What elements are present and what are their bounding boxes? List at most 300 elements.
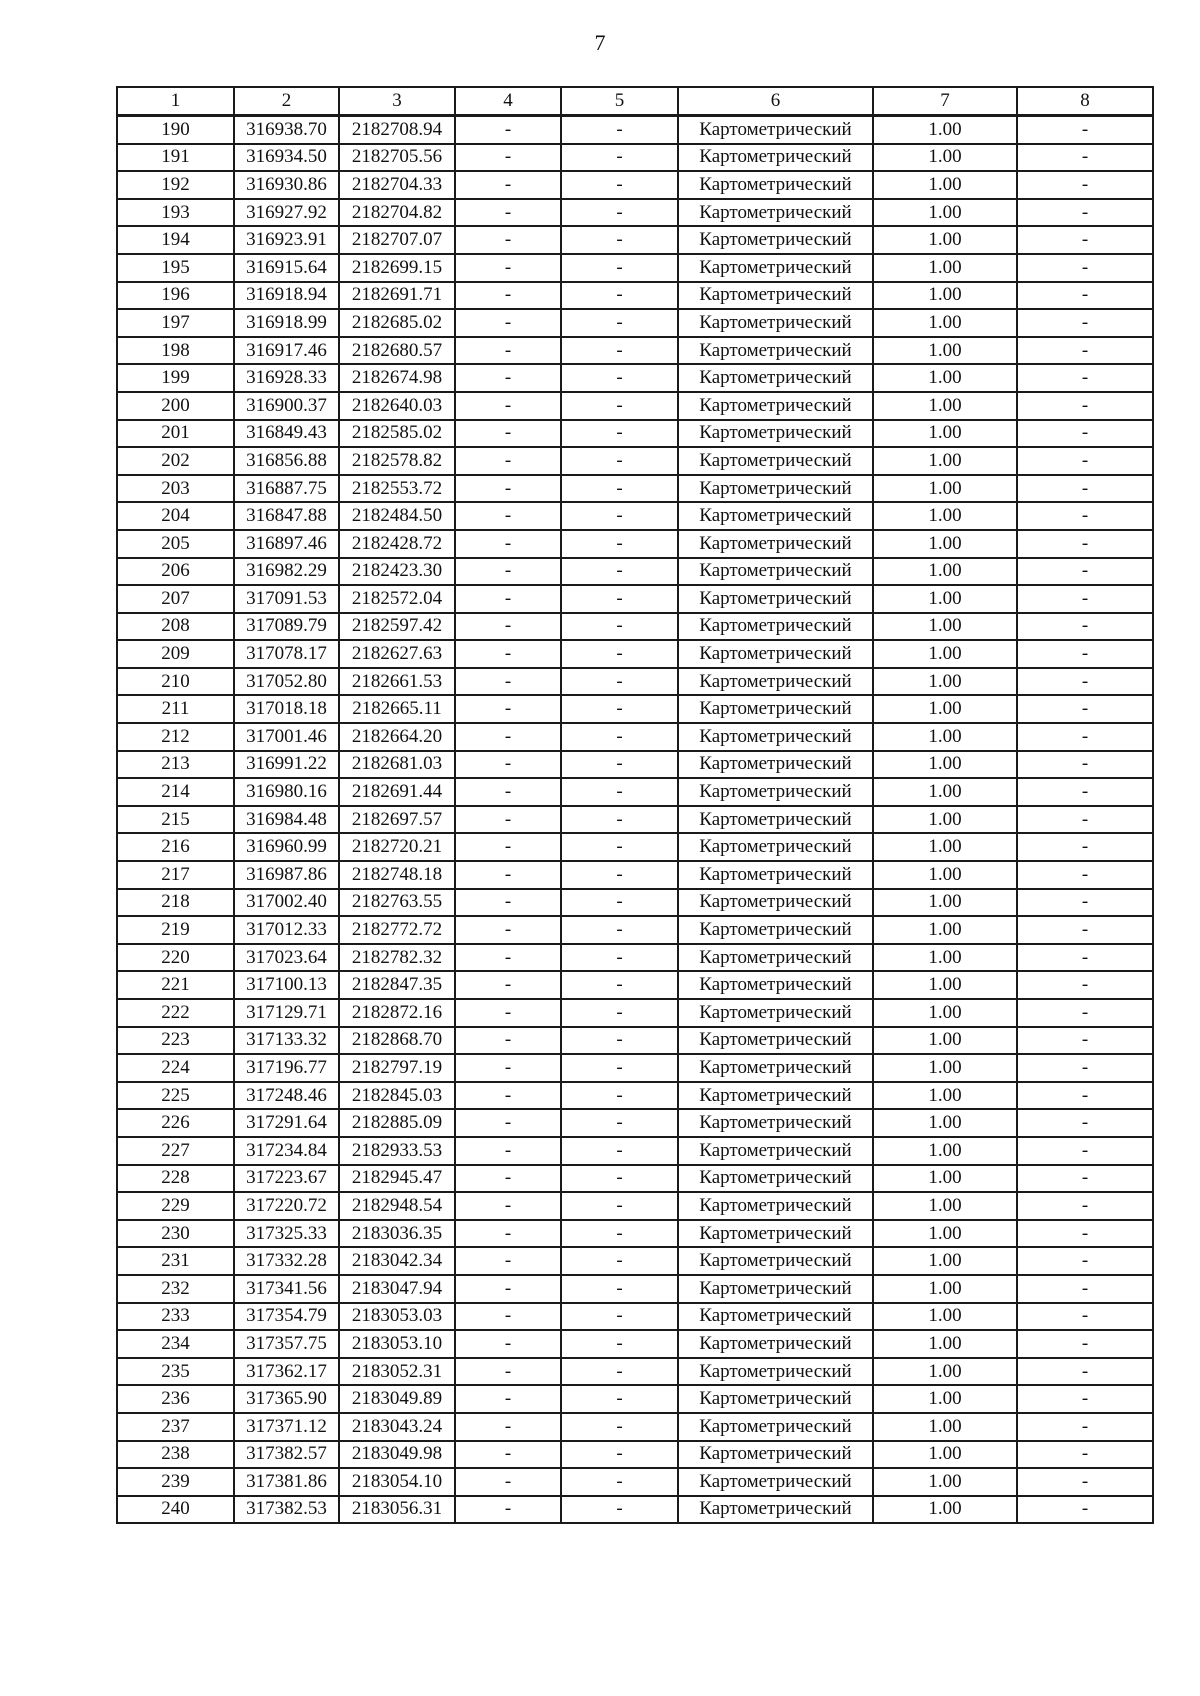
accuracy-cell: 1.00 xyxy=(873,144,1017,172)
coordinates-table xyxy=(116,86,1154,1524)
col-4-value-cell: - xyxy=(455,1027,561,1055)
coord-x-cell: 317382.53 xyxy=(234,1496,339,1524)
col-5-value-cell: - xyxy=(561,254,678,282)
col-8-value-cell: - xyxy=(1017,1468,1153,1496)
accuracy-cell: 1.00 xyxy=(873,833,1017,861)
point-number-cell: 215 xyxy=(117,806,234,834)
point-number-cell: 228 xyxy=(117,1165,234,1193)
method-cell: Картометрический xyxy=(678,502,873,530)
point-number-cell: 193 xyxy=(117,199,234,227)
coord-y-cell: 2183036.35 xyxy=(339,1220,455,1248)
coord-x-cell: 317100.13 xyxy=(234,971,339,999)
coord-y-cell: 2182705.56 xyxy=(339,144,455,172)
method-cell: Картометрический xyxy=(678,337,873,365)
accuracy-cell: 1.00 xyxy=(873,1027,1017,1055)
method-cell: Картометрический xyxy=(678,613,873,641)
col-5-value-cell: - xyxy=(561,1496,678,1524)
point-number-cell: 234 xyxy=(117,1330,234,1358)
coord-y-cell: 2182872.16 xyxy=(339,999,455,1027)
point-number-cell: 202 xyxy=(117,447,234,475)
col-5-value-cell: - xyxy=(561,1441,678,1469)
col-4-value-cell: - xyxy=(455,282,561,310)
table-body xyxy=(117,116,1153,1524)
col-4-value-cell: - xyxy=(455,1275,561,1303)
accuracy-cell: 1.00 xyxy=(873,502,1017,530)
col-8-value-cell: - xyxy=(1017,1247,1153,1275)
coord-x-cell: 316934.50 xyxy=(234,144,339,172)
point-number-cell: 227 xyxy=(117,1137,234,1165)
col-8-value-cell: - xyxy=(1017,558,1153,586)
table-row xyxy=(117,116,1153,144)
method-cell: Картометрический xyxy=(678,778,873,806)
coord-y-cell: 2183056.31 xyxy=(339,1496,455,1524)
coord-y-cell: 2183049.98 xyxy=(339,1441,455,1469)
col-4-value-cell: - xyxy=(455,695,561,723)
method-cell: Картометрический xyxy=(678,723,873,751)
accuracy-cell: 1.00 xyxy=(873,1220,1017,1248)
coord-y-cell: 2182885.09 xyxy=(339,1109,455,1137)
col-5-value-cell: - xyxy=(561,1220,678,1248)
col-8-value-cell: - xyxy=(1017,1109,1153,1137)
col-8-value-cell: - xyxy=(1017,309,1153,337)
accuracy-cell: 1.00 xyxy=(873,1330,1017,1358)
table-row xyxy=(117,392,1153,420)
table-row xyxy=(117,1165,1153,1193)
table-row xyxy=(117,916,1153,944)
accuracy-cell: 1.00 xyxy=(873,254,1017,282)
point-number-cell: 235 xyxy=(117,1358,234,1386)
accuracy-cell: 1.00 xyxy=(873,916,1017,944)
point-number-cell: 233 xyxy=(117,1303,234,1331)
accuracy-cell: 1.00 xyxy=(873,337,1017,365)
coord-x-cell: 317248.46 xyxy=(234,1082,339,1110)
table-row xyxy=(117,309,1153,337)
col-4-value-cell: - xyxy=(455,1441,561,1469)
table-row xyxy=(117,475,1153,503)
coord-y-cell: 2182708.94 xyxy=(339,116,455,144)
col-4-value-cell: - xyxy=(455,999,561,1027)
accuracy-cell: 1.00 xyxy=(873,1275,1017,1303)
method-cell: Картометрический xyxy=(678,833,873,861)
accuracy-cell: 1.00 xyxy=(873,944,1017,972)
point-number-cell: 229 xyxy=(117,1192,234,1220)
method-cell: Картометрический xyxy=(678,668,873,696)
col-5-value-cell: - xyxy=(561,1413,678,1441)
table-row xyxy=(117,447,1153,475)
table-row xyxy=(117,999,1153,1027)
point-number-cell: 238 xyxy=(117,1441,234,1469)
col-5-value-cell: - xyxy=(561,420,678,448)
col-8-value-cell: - xyxy=(1017,723,1153,751)
coord-x-cell: 317001.46 xyxy=(234,723,339,751)
col-8-value-cell: - xyxy=(1017,1082,1153,1110)
coord-x-cell: 316982.29 xyxy=(234,558,339,586)
column-header-7: 7 xyxy=(873,87,1017,116)
coord-x-cell: 317325.33 xyxy=(234,1220,339,1248)
col-8-value-cell: - xyxy=(1017,1303,1153,1331)
accuracy-cell: 1.00 xyxy=(873,420,1017,448)
col-5-value-cell: - xyxy=(561,833,678,861)
coord-x-cell: 316928.33 xyxy=(234,364,339,392)
coord-y-cell: 2182697.57 xyxy=(339,806,455,834)
coord-x-cell: 316900.37 xyxy=(234,392,339,420)
method-cell: Картометрический xyxy=(678,475,873,503)
column-header-6: 6 xyxy=(678,87,873,116)
method-cell: Картометрический xyxy=(678,1413,873,1441)
table-row xyxy=(117,420,1153,448)
col-8-value-cell: - xyxy=(1017,337,1153,365)
col-4-value-cell: - xyxy=(455,1082,561,1110)
coord-x-cell: 317052.80 xyxy=(234,668,339,696)
coord-y-cell: 2182661.53 xyxy=(339,668,455,696)
col-4-value-cell: - xyxy=(455,585,561,613)
col-8-value-cell: - xyxy=(1017,1220,1153,1248)
col-8-value-cell: - xyxy=(1017,1413,1153,1441)
col-5-value-cell: - xyxy=(561,1385,678,1413)
coord-y-cell: 2182763.55 xyxy=(339,889,455,917)
col-4-value-cell: - xyxy=(455,502,561,530)
method-cell: Картометрический xyxy=(678,861,873,889)
col-8-value-cell: - xyxy=(1017,447,1153,475)
col-8-value-cell: - xyxy=(1017,999,1153,1027)
col-4-value-cell: - xyxy=(455,420,561,448)
coord-y-cell: 2182847.35 xyxy=(339,971,455,999)
col-4-value-cell: - xyxy=(455,1165,561,1193)
col-8-value-cell: - xyxy=(1017,1192,1153,1220)
coord-x-cell: 317129.71 xyxy=(234,999,339,1027)
col-4-value-cell: - xyxy=(455,1385,561,1413)
coord-x-cell: 317012.33 xyxy=(234,916,339,944)
method-cell: Картометрический xyxy=(678,116,873,144)
col-5-value-cell: - xyxy=(561,1358,678,1386)
table-row xyxy=(117,1027,1153,1055)
point-number-cell: 212 xyxy=(117,723,234,751)
col-5-value-cell: - xyxy=(561,447,678,475)
coord-x-cell: 317002.40 xyxy=(234,889,339,917)
point-number-cell: 194 xyxy=(117,226,234,254)
col-5-value-cell: - xyxy=(561,640,678,668)
col-4-value-cell: - xyxy=(455,530,561,558)
coord-y-cell: 2182797.19 xyxy=(339,1054,455,1082)
method-cell: Картометрический xyxy=(678,1137,873,1165)
col-8-value-cell: - xyxy=(1017,861,1153,889)
col-5-value-cell: - xyxy=(561,1247,678,1275)
point-number-cell: 232 xyxy=(117,1275,234,1303)
col-5-value-cell: - xyxy=(561,226,678,254)
col-5-value-cell: - xyxy=(561,613,678,641)
coord-x-cell: 316915.64 xyxy=(234,254,339,282)
method-cell: Картометрический xyxy=(678,364,873,392)
point-number-cell: 209 xyxy=(117,640,234,668)
col-8-value-cell: - xyxy=(1017,1330,1153,1358)
table-row xyxy=(117,1358,1153,1386)
table-row xyxy=(117,1054,1153,1082)
coord-y-cell: 2183047.94 xyxy=(339,1275,455,1303)
point-number-cell: 201 xyxy=(117,420,234,448)
accuracy-cell: 1.00 xyxy=(873,447,1017,475)
method-cell: Картометрический xyxy=(678,1441,873,1469)
col-4-value-cell: - xyxy=(455,778,561,806)
accuracy-cell: 1.00 xyxy=(873,226,1017,254)
point-number-cell: 220 xyxy=(117,944,234,972)
accuracy-cell: 1.00 xyxy=(873,309,1017,337)
point-number-cell: 191 xyxy=(117,144,234,172)
method-cell: Картометрический xyxy=(678,1192,873,1220)
col-5-value-cell: - xyxy=(561,530,678,558)
table-row xyxy=(117,1496,1153,1524)
point-number-cell: 205 xyxy=(117,530,234,558)
point-number-cell: 218 xyxy=(117,889,234,917)
method-cell: Картометрический xyxy=(678,1247,873,1275)
coord-x-cell: 316980.16 xyxy=(234,778,339,806)
coord-x-cell: 316927.92 xyxy=(234,199,339,227)
coord-y-cell: 2182627.63 xyxy=(339,640,455,668)
col-4-value-cell: - xyxy=(455,558,561,586)
method-cell: Картометрический xyxy=(678,944,873,972)
table-row xyxy=(117,502,1153,530)
col-8-value-cell: - xyxy=(1017,282,1153,310)
point-number-cell: 224 xyxy=(117,1054,234,1082)
col-8-value-cell: - xyxy=(1017,1054,1153,1082)
col-4-value-cell: - xyxy=(455,392,561,420)
table-row xyxy=(117,944,1153,972)
accuracy-cell: 1.00 xyxy=(873,1137,1017,1165)
coord-x-cell: 316923.91 xyxy=(234,226,339,254)
coord-x-cell: 317223.67 xyxy=(234,1165,339,1193)
col-8-value-cell: - xyxy=(1017,613,1153,641)
coord-y-cell: 2182691.44 xyxy=(339,778,455,806)
method-cell: Картометрический xyxy=(678,309,873,337)
col-5-value-cell: - xyxy=(561,778,678,806)
table-row xyxy=(117,144,1153,172)
coord-y-cell: 2182640.03 xyxy=(339,392,455,420)
coord-y-cell: 2182845.03 xyxy=(339,1082,455,1110)
table-row xyxy=(117,640,1153,668)
col-4-value-cell: - xyxy=(455,1247,561,1275)
table-row xyxy=(117,226,1153,254)
method-cell: Картометрический xyxy=(678,1275,873,1303)
col-5-value-cell: - xyxy=(561,144,678,172)
method-cell: Картометрический xyxy=(678,1082,873,1110)
coord-x-cell: 316917.46 xyxy=(234,337,339,365)
col-4-value-cell: - xyxy=(455,1109,561,1137)
col-5-value-cell: - xyxy=(561,1165,678,1193)
col-5-value-cell: - xyxy=(561,1275,678,1303)
accuracy-cell: 1.00 xyxy=(873,999,1017,1027)
col-4-value-cell: - xyxy=(455,1468,561,1496)
accuracy-cell: 1.00 xyxy=(873,889,1017,917)
accuracy-cell: 1.00 xyxy=(873,1192,1017,1220)
method-cell: Картометрический xyxy=(678,971,873,999)
method-cell: Картометрический xyxy=(678,254,873,282)
col-8-value-cell: - xyxy=(1017,971,1153,999)
coord-x-cell: 317332.28 xyxy=(234,1247,339,1275)
point-number-cell: 207 xyxy=(117,585,234,613)
col-8-value-cell: - xyxy=(1017,1385,1153,1413)
method-cell: Картометрический xyxy=(678,585,873,613)
col-5-value-cell: - xyxy=(561,723,678,751)
col-8-value-cell: - xyxy=(1017,806,1153,834)
point-number-cell: 192 xyxy=(117,171,234,199)
col-8-value-cell: - xyxy=(1017,144,1153,172)
col-5-value-cell: - xyxy=(561,889,678,917)
col-4-value-cell: - xyxy=(455,916,561,944)
accuracy-cell: 1.00 xyxy=(873,530,1017,558)
col-4-value-cell: - xyxy=(455,806,561,834)
col-4-value-cell: - xyxy=(455,1413,561,1441)
coord-x-cell: 316897.46 xyxy=(234,530,339,558)
col-8-value-cell: - xyxy=(1017,502,1153,530)
accuracy-cell: 1.00 xyxy=(873,861,1017,889)
col-8-value-cell: - xyxy=(1017,116,1153,144)
coord-x-cell: 317362.17 xyxy=(234,1358,339,1386)
col-5-value-cell: - xyxy=(561,116,678,144)
point-number-cell: 203 xyxy=(117,475,234,503)
point-number-cell: 236 xyxy=(117,1385,234,1413)
table-row xyxy=(117,530,1153,558)
col-5-value-cell: - xyxy=(561,999,678,1027)
table-row xyxy=(117,558,1153,586)
accuracy-cell: 1.00 xyxy=(873,1468,1017,1496)
col-5-value-cell: - xyxy=(561,944,678,972)
table-row xyxy=(117,695,1153,723)
point-number-cell: 206 xyxy=(117,558,234,586)
column-header-5: 5 xyxy=(561,87,678,116)
column-header-8: 8 xyxy=(1017,87,1153,116)
coord-x-cell: 317220.72 xyxy=(234,1192,339,1220)
point-number-cell: 225 xyxy=(117,1082,234,1110)
method-cell: Картометрический xyxy=(678,1468,873,1496)
method-cell: Картометрический xyxy=(678,695,873,723)
col-5-value-cell: - xyxy=(561,861,678,889)
col-4-value-cell: - xyxy=(455,1192,561,1220)
col-5-value-cell: - xyxy=(561,171,678,199)
col-4-value-cell: - xyxy=(455,861,561,889)
col-5-value-cell: - xyxy=(561,1054,678,1082)
coord-y-cell: 2182664.20 xyxy=(339,723,455,751)
col-4-value-cell: - xyxy=(455,364,561,392)
col-5-value-cell: - xyxy=(561,1303,678,1331)
accuracy-cell: 1.00 xyxy=(873,171,1017,199)
point-number-cell: 216 xyxy=(117,833,234,861)
coord-x-cell: 317382.57 xyxy=(234,1441,339,1469)
col-5-value-cell: - xyxy=(561,1468,678,1496)
point-number-cell: 195 xyxy=(117,254,234,282)
col-4-value-cell: - xyxy=(455,1054,561,1082)
accuracy-cell: 1.00 xyxy=(873,558,1017,586)
table-row xyxy=(117,778,1153,806)
col-4-value-cell: - xyxy=(455,199,561,227)
col-8-value-cell: - xyxy=(1017,199,1153,227)
col-4-value-cell: - xyxy=(455,475,561,503)
point-number-cell: 221 xyxy=(117,971,234,999)
col-5-value-cell: - xyxy=(561,392,678,420)
coord-y-cell: 2182585.02 xyxy=(339,420,455,448)
coord-x-cell: 316918.94 xyxy=(234,282,339,310)
table-row xyxy=(117,1468,1153,1496)
col-5-value-cell: - xyxy=(561,695,678,723)
col-8-value-cell: - xyxy=(1017,1441,1153,1469)
coord-x-cell: 317371.12 xyxy=(234,1413,339,1441)
coord-y-cell: 2182553.72 xyxy=(339,475,455,503)
coord-y-cell: 2183053.03 xyxy=(339,1303,455,1331)
coord-x-cell: 316847.88 xyxy=(234,502,339,530)
accuracy-cell: 1.00 xyxy=(873,1441,1017,1469)
table-row xyxy=(117,282,1153,310)
method-cell: Картометрический xyxy=(678,392,873,420)
col-5-value-cell: - xyxy=(561,1192,678,1220)
col-4-value-cell: - xyxy=(455,144,561,172)
col-4-value-cell: - xyxy=(455,640,561,668)
point-number-cell: 213 xyxy=(117,751,234,779)
coord-y-cell: 2182782.32 xyxy=(339,944,455,972)
col-4-value-cell: - xyxy=(455,1137,561,1165)
col-4-value-cell: - xyxy=(455,833,561,861)
column-header-3: 3 xyxy=(339,87,455,116)
coord-x-cell: 317196.77 xyxy=(234,1054,339,1082)
col-8-value-cell: - xyxy=(1017,585,1153,613)
method-cell: Картометрический xyxy=(678,916,873,944)
accuracy-cell: 1.00 xyxy=(873,1413,1017,1441)
col-8-value-cell: - xyxy=(1017,420,1153,448)
col-8-value-cell: - xyxy=(1017,254,1153,282)
coord-x-cell: 316918.99 xyxy=(234,309,339,337)
method-cell: Картометрический xyxy=(678,751,873,779)
accuracy-cell: 1.00 xyxy=(873,1358,1017,1386)
point-number-cell: 210 xyxy=(117,668,234,696)
col-4-value-cell: - xyxy=(455,751,561,779)
table-row xyxy=(117,806,1153,834)
col-5-value-cell: - xyxy=(561,971,678,999)
col-8-value-cell: - xyxy=(1017,668,1153,696)
point-number-cell: 214 xyxy=(117,778,234,806)
method-cell: Картометрический xyxy=(678,640,873,668)
method-cell: Картометрический xyxy=(678,1165,873,1193)
col-4-value-cell: - xyxy=(455,971,561,999)
table-row xyxy=(117,971,1153,999)
method-cell: Картометрический xyxy=(678,999,873,1027)
col-4-value-cell: - xyxy=(455,447,561,475)
col-5-value-cell: - xyxy=(561,1082,678,1110)
accuracy-cell: 1.00 xyxy=(873,1496,1017,1524)
table-row xyxy=(117,889,1153,917)
col-4-value-cell: - xyxy=(455,1496,561,1524)
col-8-value-cell: - xyxy=(1017,778,1153,806)
column-header-4: 4 xyxy=(455,87,561,116)
col-8-value-cell: - xyxy=(1017,916,1153,944)
table-row xyxy=(117,337,1153,365)
accuracy-cell: 1.00 xyxy=(873,1385,1017,1413)
point-number-cell: 200 xyxy=(117,392,234,420)
coord-y-cell: 2182707.07 xyxy=(339,226,455,254)
accuracy-cell: 1.00 xyxy=(873,585,1017,613)
point-number-cell: 230 xyxy=(117,1220,234,1248)
coord-x-cell: 317078.17 xyxy=(234,640,339,668)
coord-y-cell: 2182772.72 xyxy=(339,916,455,944)
coord-x-cell: 316960.99 xyxy=(234,833,339,861)
coord-y-cell: 2182699.15 xyxy=(339,254,455,282)
coord-y-cell: 2182665.11 xyxy=(339,695,455,723)
coord-y-cell: 2182704.33 xyxy=(339,171,455,199)
method-cell: Картометрический xyxy=(678,226,873,254)
coord-x-cell: 317018.18 xyxy=(234,695,339,723)
table-row xyxy=(117,199,1153,227)
method-cell: Картометрический xyxy=(678,530,873,558)
coord-y-cell: 2182674.98 xyxy=(339,364,455,392)
coord-x-cell: 317291.64 xyxy=(234,1109,339,1137)
col-4-value-cell: - xyxy=(455,668,561,696)
coord-x-cell: 317357.75 xyxy=(234,1330,339,1358)
